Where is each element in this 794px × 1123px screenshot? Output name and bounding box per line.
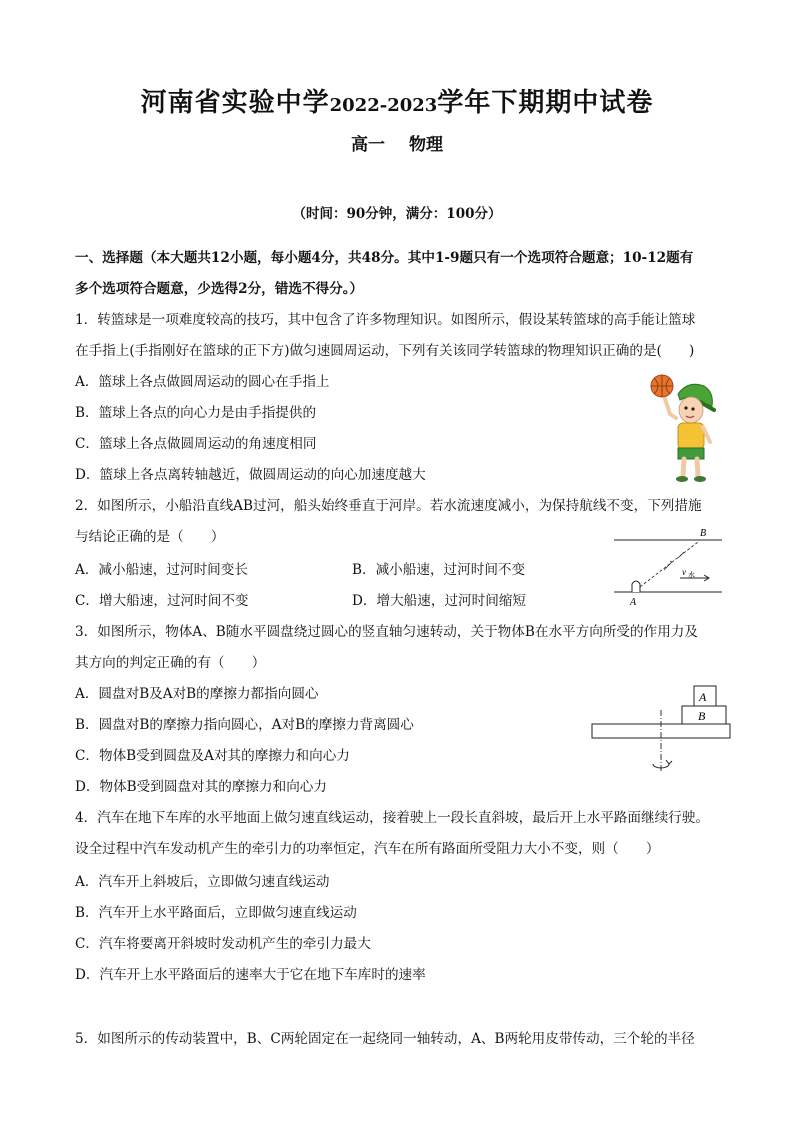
q4-option-a: A．汽车开上斜坡后，立即做匀速直线运动 xyxy=(75,874,330,890)
rotating-disk-blocks-diagram xyxy=(588,680,734,780)
q2-stem-line2: 与结论正确的是（ ） xyxy=(75,529,225,545)
q1-stem-line1: 1．转篮球是一项难度较高的技巧，其中包含了许多物理知识。如图所示，假设某转篮球的高手能让篮球 xyxy=(75,312,696,328)
q3-stem-line1: 3．如图所示，物体A、B随水平圆盘绕过圆心的竖直轴匀速转动，关于物体B在水平方向所受的作用力及 xyxy=(75,624,698,640)
grade-label: 高一 xyxy=(351,135,385,155)
block-b-label: B xyxy=(698,709,706,723)
boy-spinning-basketball-illustration xyxy=(640,372,720,484)
river-crossing-diagram xyxy=(612,526,724,608)
q1-option-d: D．篮球上各点离转轴越近，做圆周运动的向心加速度越大 xyxy=(75,467,426,483)
section1-line1: 一、选择题（本大题共12小题，每小题4分，共48分。其中1-9题只有一个选项符合题意；10-12题有 xyxy=(75,250,694,266)
section1-line2: 多个选项符合题意，少选得2分，错选不得分。） xyxy=(75,281,364,297)
q3-stem-line2: 其方向的判定正确的有（ ） xyxy=(75,655,266,671)
q4-option-b: B．汽车开上水平路面后，立即做匀速直线运动 xyxy=(75,905,357,921)
q4-stem-line1: 4．汽车在地下车库的水平地面上做匀速直线运动，接着驶上一段长直斜坡，最后开上水平路面继续行驶。 xyxy=(75,810,709,826)
q1-option-b: B．篮球上各点的向心力是由手指提供的 xyxy=(75,405,317,421)
q4-stem-line2: 设全过程中汽车发动机产生的牵引力的功率恒定，汽车在所有路面所受阻力大小不变，则（ ） xyxy=(75,841,660,857)
q1-stem-line2: 在手指上(手指刚好在篮球的正下方)做匀速圆周运动，下列有关该同学转篮球的物理知识正确的是( ) xyxy=(75,343,695,359)
q4-option-c: C．汽车将要离开斜坡时发动机产生的牵引力最大 xyxy=(75,936,371,952)
q1-option-c: C．篮球上各点做圆周运动的角速度相同 xyxy=(75,436,317,452)
title-part-b: 学年下期期中试卷 xyxy=(437,88,654,118)
q4-option-d: D．汽车开上水平路面后的速率大于它在地下车库时的速率 xyxy=(75,967,426,983)
water-velocity-label: v xyxy=(682,567,686,577)
point-b-label: B xyxy=(700,528,707,539)
q2-stem-line1: 2．如图所示，小船沿直线AB过河，船头始终垂直于河岸。若水流速度减小，为保持航线不变，下列措施 xyxy=(75,498,702,514)
q2-option-b: B．减小船速，过河时间不变 xyxy=(352,562,526,578)
time-info: （时间：90分钟，满分：100分） xyxy=(292,206,502,222)
subject-label: 物理 xyxy=(409,135,443,155)
q2-option-c: C．增大船速，过河时间不变 xyxy=(75,593,249,609)
q3-option-d: D．物体B受到圆盘对其的摩擦力和向心力 xyxy=(75,779,327,795)
q2-option-a: A．减小船速，过河时间变长 xyxy=(75,562,248,578)
q3-option-b: B．圆盘对B的摩擦力指向圆心，A对B的摩擦力背离圆心 xyxy=(75,717,414,733)
q5-stem-line1: 5．如图所示的传动装置中，B、C两轮固定在一起绕同一轴转动，A、B两轮用皮带传动，三个轮的半径 xyxy=(75,1031,695,1047)
exam-title xyxy=(0,82,794,119)
q1-option-a: A．篮球上各点做圆周运动的圆心在手指上 xyxy=(75,374,330,390)
q3-option-c: C．物体B受到圆盘及A对其的摩擦力和向心力 xyxy=(75,748,350,764)
q3-option-a: A．圆盘对B及A对B的摩擦力都指向圆心 xyxy=(75,686,319,702)
title-year: 2022-2023 xyxy=(329,95,438,116)
title-part-a: 河南省实验中学 xyxy=(140,88,330,118)
exam-subtitle xyxy=(0,130,794,155)
q2-option-d: D．增大船速，过河时间缩短 xyxy=(352,593,527,609)
water-velocity-subscript: 水 xyxy=(688,571,695,579)
point-a-label: A xyxy=(630,597,637,608)
block-a-label: A xyxy=(699,690,707,704)
